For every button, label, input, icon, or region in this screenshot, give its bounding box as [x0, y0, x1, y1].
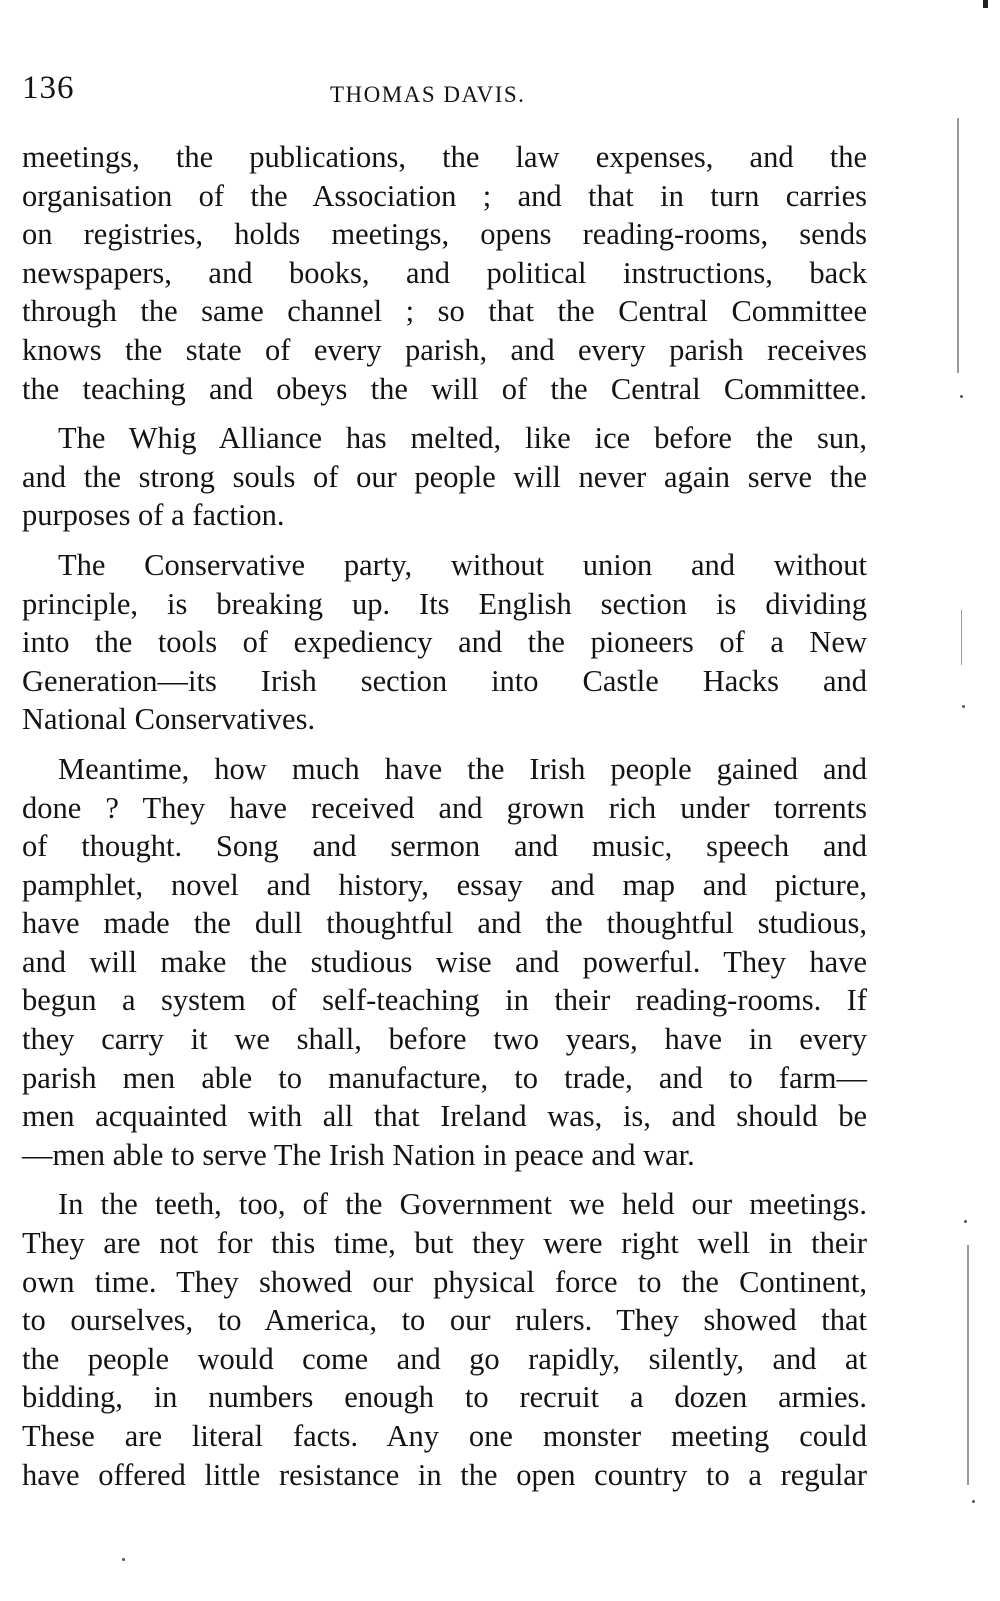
text-line: have made the dull thoughtful and the thoughtful studious, — [22, 906, 867, 941]
text-line: knows the state of every parish, and every parish receives — [22, 332, 867, 367]
text-line: begun a system of self-teaching in their reading-rooms. If — [22, 983, 867, 1018]
scan-dot — [962, 705, 965, 708]
paragraph-3 — [22, 546, 867, 739]
scan-corner-mark — [983, 0, 988, 8]
text-line: pamphlet, novel and history, essay and map and picture, — [22, 867, 867, 902]
running-head: THOMAS DAVIS. — [330, 82, 526, 107]
text-line: parish men able to manufacture, to trade, and to farm— — [22, 1060, 867, 1095]
text-line: to ourselves, to America, to our rulers. They showed that — [22, 1303, 867, 1338]
text-line: Meantime, how much have the Irish people gained and — [58, 751, 867, 786]
body-text — [22, 138, 867, 1494]
page-header — [22, 70, 867, 110]
text-line: and the strong souls of our people will never again serve the — [22, 459, 867, 494]
text-line: through the same channel ; so that the Central Committee — [22, 294, 867, 329]
text-line: purposes of a faction. — [22, 498, 285, 533]
text-line: The Conservative party, without union and without — [58, 547, 867, 582]
text-line: These are literal facts. Any one monster meeting could — [22, 1419, 867, 1453]
text-line: and will make the studious wise and powerful. They have — [22, 944, 867, 979]
text-line: National Conservatives. — [22, 702, 316, 737]
paragraph-4 — [22, 750, 867, 1175]
scan-edge-line — [957, 118, 959, 373]
text-line: the people would come and go rapidly, silently, and at — [22, 1341, 867, 1376]
text-line: newspapers, and books, and political instructions, back — [22, 255, 867, 290]
text-line: own time. They showed our physical force to the Continent, — [22, 1264, 867, 1299]
scan-edge-line — [961, 610, 962, 665]
scan-edge-line — [967, 1245, 969, 1485]
text-line: men acquainted with all that Ireland was, is, and should be — [22, 1099, 867, 1134]
text-line: on registries, holds meetings, opens reading-rooms, sends — [22, 217, 867, 252]
text-line: into the tools of expediency and the pioneers of a New — [22, 625, 867, 660]
page-number: 136 — [22, 70, 75, 106]
scan-dot — [122, 1558, 125, 1561]
text-line: organisation of the Association ; and that in turn carries — [22, 178, 867, 213]
scan-dot — [964, 1220, 967, 1223]
text-line: In the teeth, too, of the Government we held our meetings. — [58, 1187, 867, 1222]
text-line: They are not for this time, but they were right well in their — [22, 1226, 867, 1261]
text-line: they carry it we shall, before two years, have in every — [22, 1022, 867, 1057]
paragraph-1 — [22, 138, 867, 408]
text-line: the teaching and obeys the will of the Central Committee. — [22, 371, 867, 406]
scan-dot — [972, 1500, 975, 1503]
text-line: bidding, in numbers enough to recruit a dozen armies. — [22, 1380, 867, 1415]
text-line: Generation—its Irish section into Castle Hacks and — [22, 663, 867, 698]
paragraph-2 — [22, 419, 867, 535]
text-line: meetings, the publications, the law expenses, and the — [22, 140, 867, 174]
text-line: done ? They have received and grown rich under torrents — [22, 790, 867, 825]
text-line: have offered little resistance in the open country to a regular — [22, 1457, 867, 1492]
text-line: —men able to serve The Irish Nation in peace and war. — [22, 1137, 695, 1172]
text-line: of thought. Song and sermon and music, speech and — [22, 829, 867, 864]
text-line: principle, is breaking up. Its English section is dividing — [22, 586, 867, 621]
scan-dot — [960, 395, 963, 398]
text-line: The Whig Alliance has melted, like ice before the sun, — [58, 421, 867, 456]
paragraph-5 — [22, 1185, 867, 1494]
